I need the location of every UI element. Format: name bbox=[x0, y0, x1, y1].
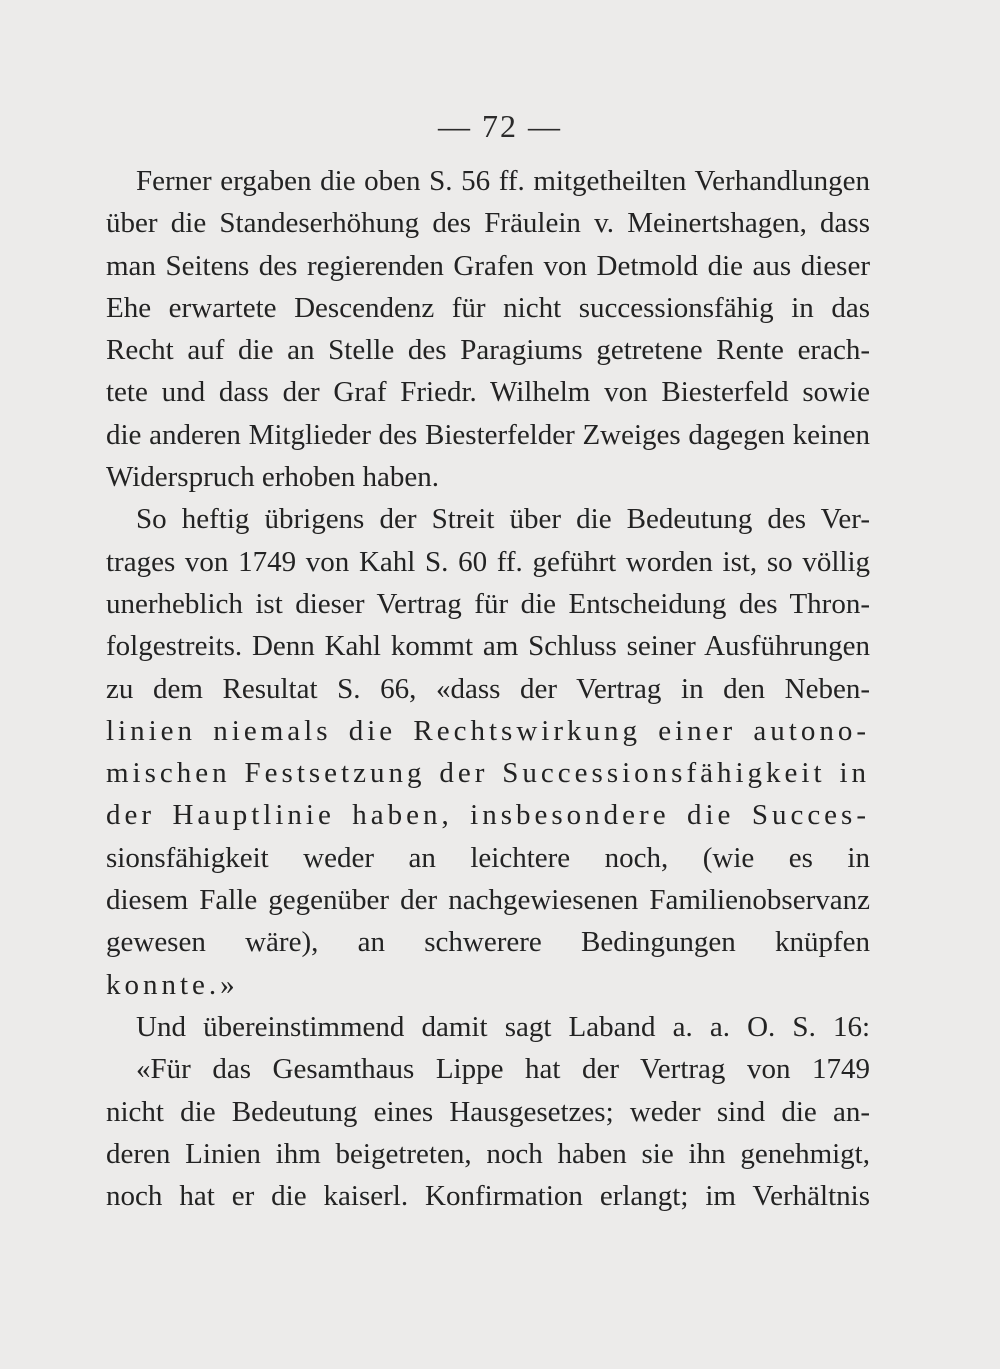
text-line: über die Standeserhöhung des Fräulein v. Meinertshagen, dass bbox=[106, 207, 870, 240]
text-line: noch hat er die kaiserl. Konfirmation erlangt; im Verhältnis bbox=[106, 1180, 870, 1213]
text-line: diesem Falle gegenüber der nachgewiesenen Familienobservanz bbox=[106, 884, 870, 917]
body-text bbox=[106, 160, 870, 1217]
text-line: Widerspruch erhoben haben. bbox=[106, 461, 440, 494]
text-line: «Für das Gesamthaus Lippe hat der Vertrag von 1749 bbox=[136, 1053, 870, 1086]
text-line: deren Linien ihm beigetreten, noch haben sie ihn genehmigt, bbox=[106, 1137, 870, 1170]
text-line: nicht die Bedeutung eines Hausgesetzes; weder sind die an- bbox=[106, 1095, 870, 1128]
text-line: der Hauptlinie haben, insbesondere die Succes- bbox=[106, 799, 870, 832]
text-line: linien niemals die Rechtswirkung einer autono- bbox=[106, 714, 870, 747]
text-line: man Seitens des regierenden Grafen von Detmold die aus dieser bbox=[106, 249, 870, 282]
text-line: gewesen wäre), an schwerere Bedingungen knüpfen bbox=[106, 926, 870, 959]
text-line: tete und dass der Graf Friedr. Wilhelm von Biesterfeld sowie bbox=[106, 376, 870, 409]
text-line: trages von 1749 von Kahl S. 60 ff. geführt worden ist, so völlig bbox=[106, 545, 870, 578]
text-line: So heftig übrigens der Streit über die Bedeutung des Ver- bbox=[136, 503, 870, 536]
page-number: — 72 — bbox=[438, 108, 562, 144]
text-line: Und übereinstimmend damit sagt Laband a. a. O. S. 16: bbox=[136, 1010, 870, 1043]
text-line: die anderen Mitglieder des Biesterfelder Zweiges dagegen keinen bbox=[106, 418, 870, 451]
text-line: Recht auf die an Stelle des Paragiums getretene Rente erach- bbox=[106, 334, 870, 367]
text-line: konnte.» bbox=[106, 968, 239, 1001]
text-line: unerheblich ist dieser Vertrag für die Entscheidung des Thron- bbox=[106, 587, 870, 620]
text-line: zu dem Resultat S. 66, «dass der Vertrag in den Neben- bbox=[106, 672, 870, 705]
text-line: folgestreits. Denn Kahl kommt am Schluss seiner Ausführungen bbox=[106, 630, 870, 663]
text-line: sionsfähigkeit weder an leichtere noch, (wie es in bbox=[106, 841, 870, 874]
text-line: Ehe erwartete Descendenz für nicht successionsfähig in das bbox=[106, 291, 870, 324]
text-line: Ferner ergaben die oben S. 56 ff. mitgetheilten Verhandlungen bbox=[136, 165, 870, 197]
text-line: mischen Festsetzung der Successionsfähigkeit in bbox=[106, 757, 870, 790]
